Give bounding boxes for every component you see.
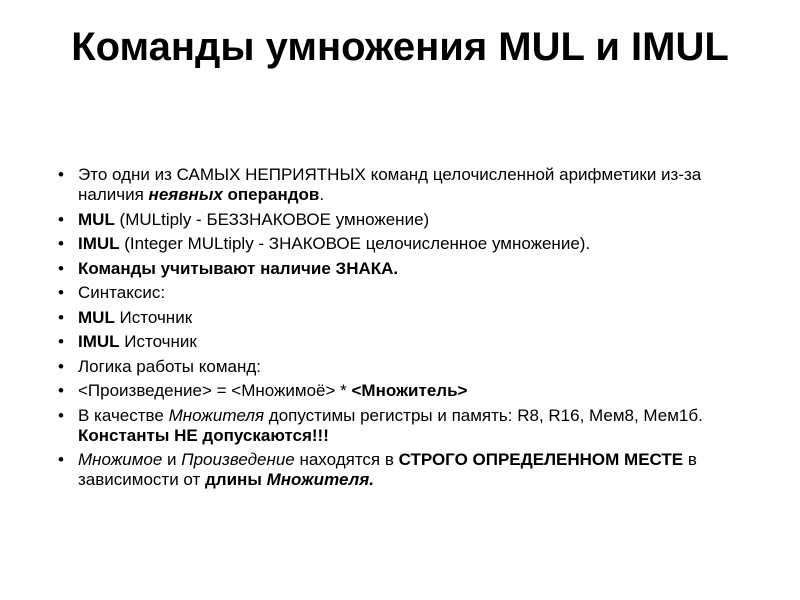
bullet-item bbox=[58, 165, 748, 205]
bullet-text-bold: IMUL bbox=[78, 234, 120, 253]
bullet-text: Источник bbox=[119, 332, 197, 351]
bullet-text-bold: <Множитель> bbox=[351, 381, 468, 400]
bullet-text: (Integer MULtiply - ЗНАКОВОЕ целочисленное умножение). bbox=[119, 234, 591, 253]
bullet-text: Синтаксис: bbox=[78, 283, 166, 302]
bullet-item bbox=[58, 308, 748, 328]
bullet-text-italic: Множимое bbox=[78, 450, 163, 469]
bullet-item bbox=[58, 332, 748, 352]
bullet-text-italic: Произведение bbox=[181, 450, 295, 469]
bullet-text-bold: MUL bbox=[78, 307, 115, 327]
bullet-text: Источник bbox=[114, 307, 193, 327]
bullet-text-bold: Команды учитывают наличие ЗНАКА. bbox=[78, 258, 399, 278]
bullet-text-bold: IMUL bbox=[78, 332, 120, 351]
bullet-item bbox=[58, 357, 748, 377]
bullet-text-bold: операндов bbox=[227, 185, 320, 204]
bullet-text: находятся в bbox=[294, 450, 399, 469]
bullet-item bbox=[58, 381, 748, 401]
bullet-text-italic: Множителя bbox=[168, 405, 265, 425]
bullet-text: <Произведение> = <Множимоё> * bbox=[78, 381, 352, 400]
bullet-text-bold-italic: неявных bbox=[148, 185, 223, 204]
bullet-text-bold-italic: Множителя. bbox=[266, 470, 374, 489]
bullet-list bbox=[58, 165, 748, 495]
bullet-item bbox=[58, 450, 748, 490]
bullet-text: и bbox=[162, 450, 182, 469]
bullet-text: (MULtiply - БЕЗЗНАКОВОЕ умножение) bbox=[114, 209, 430, 229]
bullet-item bbox=[58, 234, 748, 254]
bullet-item bbox=[58, 259, 748, 279]
bullet-text: В качестве bbox=[78, 405, 169, 425]
slide-title: Команды умножения MUL и IMUL bbox=[71, 25, 729, 69]
bullet-text: в зависимости от bbox=[78, 450, 697, 489]
bullet-text: . bbox=[319, 185, 325, 204]
bullet-text: Логика работы команд: bbox=[78, 356, 262, 376]
bullet-text-bold: MUL bbox=[78, 209, 115, 229]
bullet-item bbox=[58, 406, 748, 446]
bullet-text-bold: Константы НЕ допускаются!!! bbox=[78, 425, 329, 445]
bullet-text-bold: СТРОГО ОПРЕДЕЛЕННОМ МЕСТЕ bbox=[398, 450, 684, 469]
bullet-text-bold: длины bbox=[205, 470, 262, 489]
bullet-item bbox=[58, 210, 748, 230]
bullet-text: Это одни из САМЫХ НЕПРИЯТНЫХ команд целочисленной арифметики из-за наличия bbox=[78, 165, 702, 204]
bullet-text: допустимы регистры и память: R8, R16, Мем8, Мем1б. bbox=[264, 405, 703, 425]
bullet-item bbox=[58, 283, 748, 303]
